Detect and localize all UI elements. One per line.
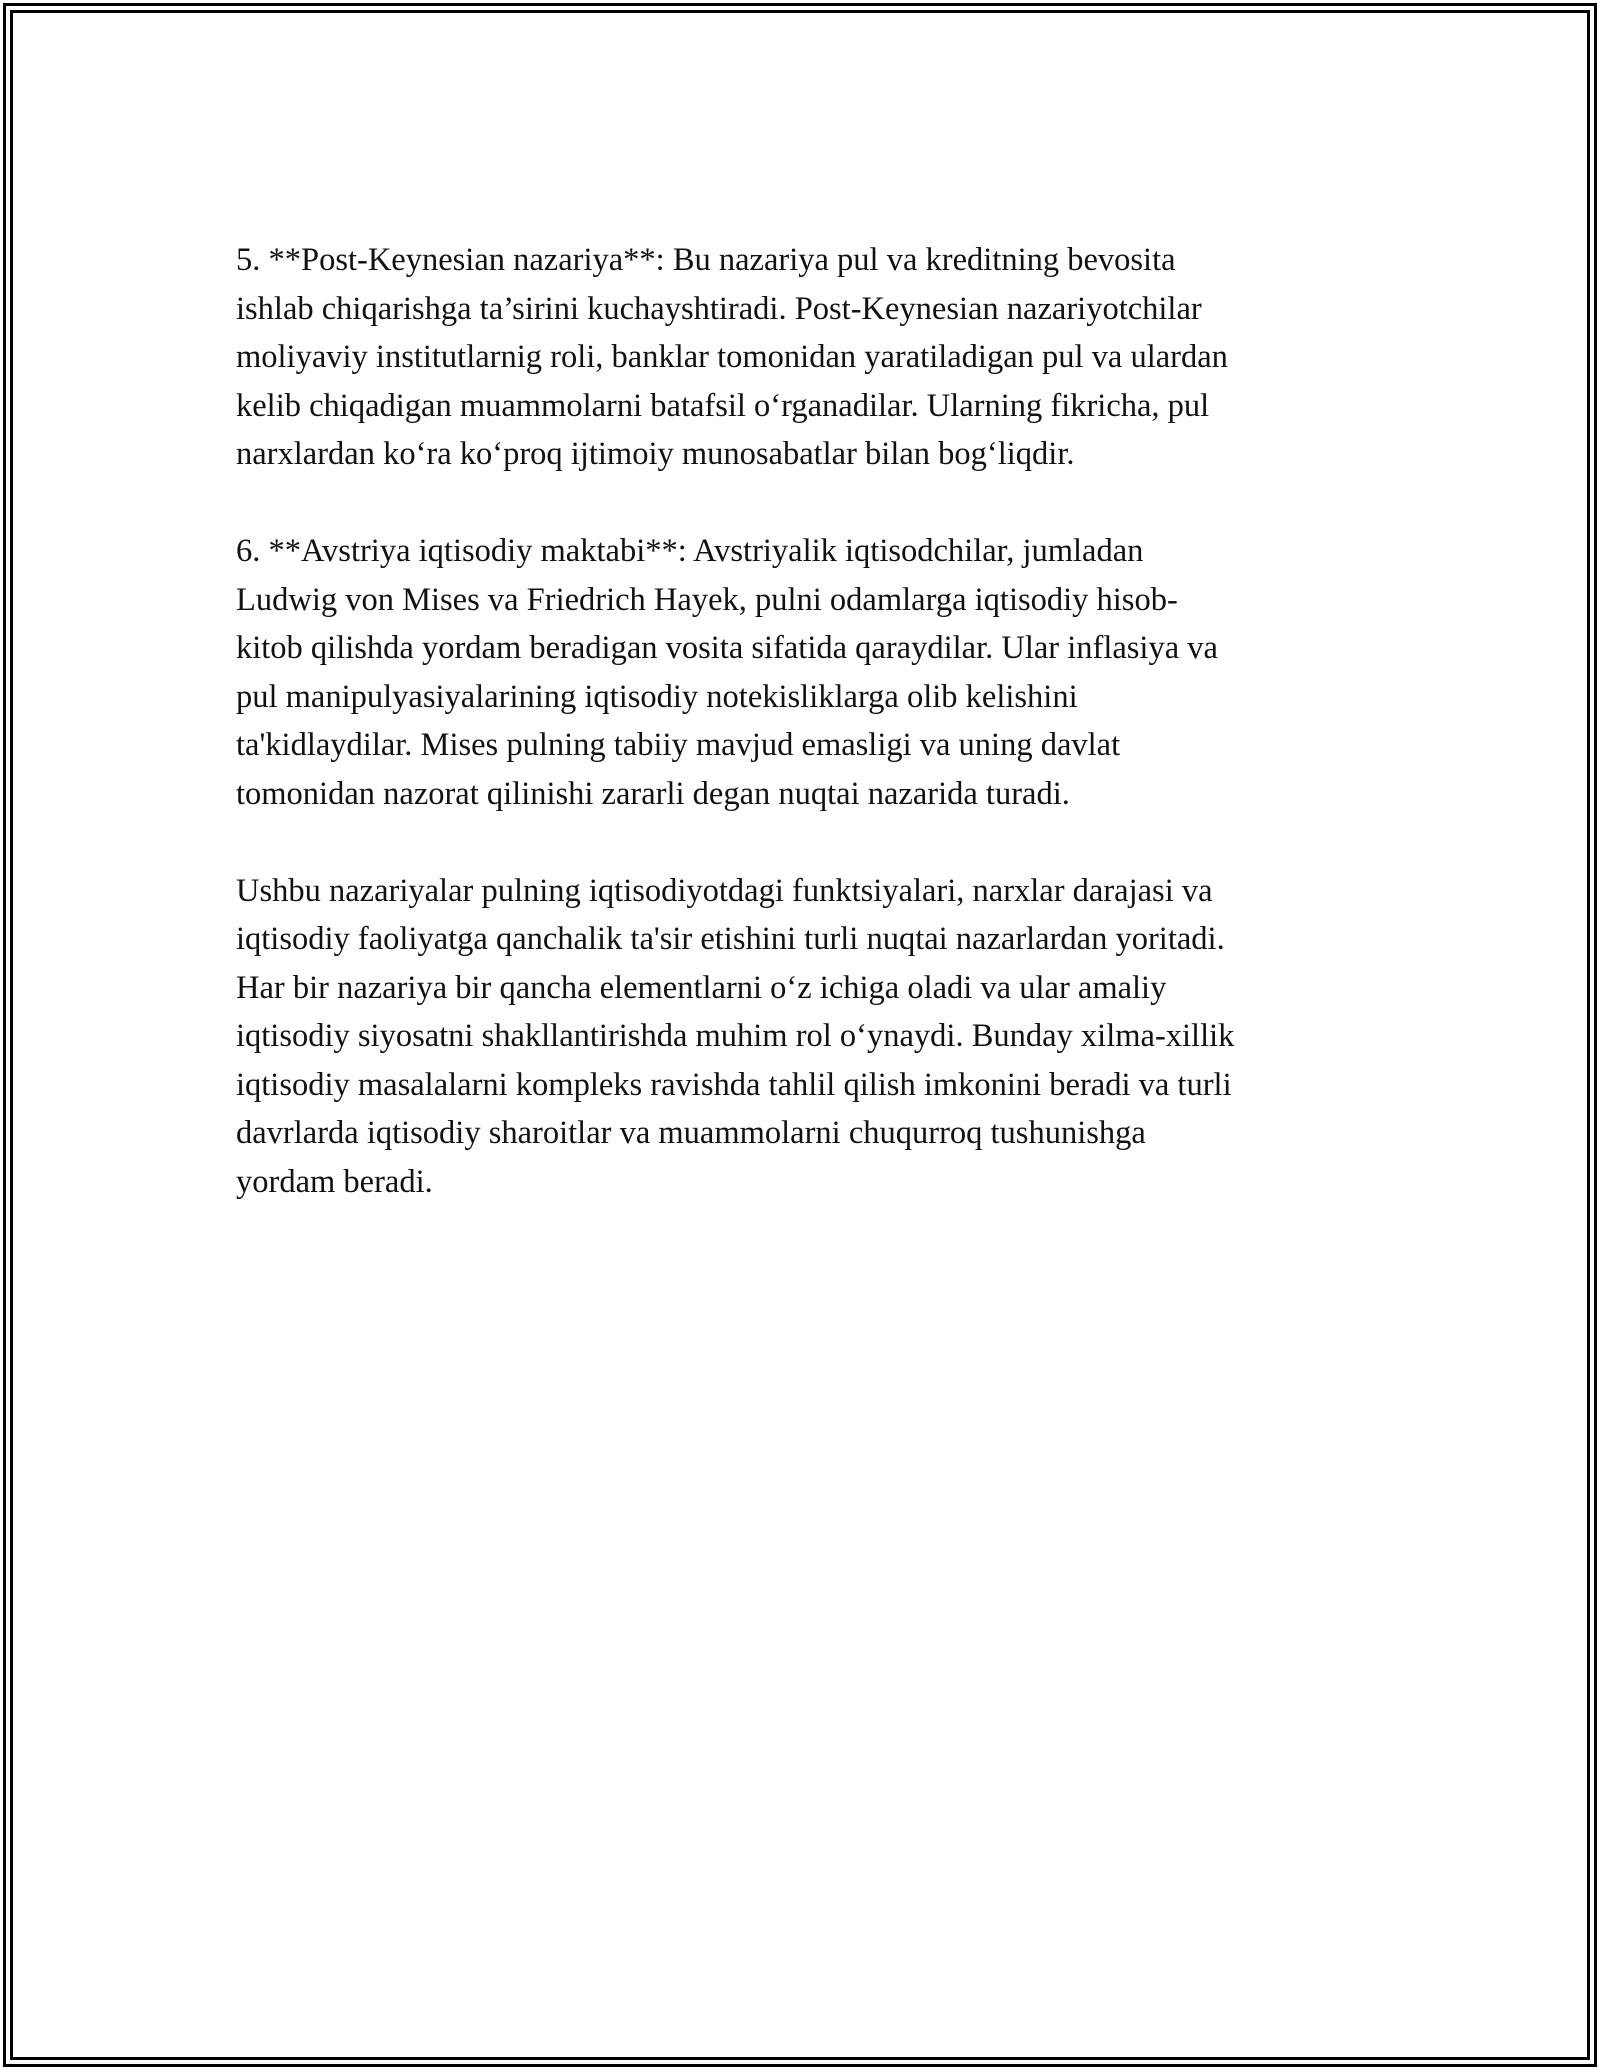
text-line: Har bir nazariya bir qancha elementlarni o‘z ichiga oladi va ular amaliy [236, 969, 1167, 1006]
text-line: iqtisodiy siyosatni shakllantirishda muhim rol o‘ynaydi. Bunday xilma-xillik [236, 1018, 1235, 1054]
text-line: ta'kidlaydilar. Mises pulning tabiiy mavjud emasligi va uning davlat [236, 727, 1121, 763]
text-line: Ushbu nazariyalar pulning iqtisodiyotdagi funktsiyalari, narxlar darajasi va [236, 872, 1213, 909]
text-line: moliyaviy institutlarnig roli, banklar tomonidan yaratiladigan pul va ulardan [236, 339, 1228, 375]
paragraph-conclusion [236, 867, 1386, 1207]
text-line: kitob qilishda yordam beradigan vosita sifatida qaraydilar. Ular inflasiya va [236, 630, 1218, 666]
paragraph-austrian-school [236, 527, 1386, 818]
text-line: yordam beradi. [236, 1163, 433, 1200]
text-line: 6. **Avstriya iqtisodiy maktabi**: Avstriyalik iqtisodchilar, jumladan [236, 533, 1144, 569]
text-line: pul manipulyasiyalarining iqtisodiy notekisliklarga olib kelishini [236, 678, 1078, 715]
text-line: kelib chiqadigan muammolarni batafsil o‘rganadilar. Ularning fikricha, pul [236, 387, 1210, 424]
document-body [236, 236, 1386, 1255]
text-line: davrlarda iqtisodiy sharoitlar va muammolarni chuqurroq tushunishga [236, 1115, 1146, 1151]
text-line: 5. **Post-Keynesian nazariya**: Bu nazariya pul va kreditning bevosita [236, 242, 1176, 278]
text-line: iqtisodiy masalalarni kompleks ravishda tahlil qilish imkonini beradi va turli [236, 1066, 1232, 1103]
text-line: Ludwig von Mises va Friedrich Hayek, pulni odamlarga iqtisodiy hisob- [236, 581, 1178, 618]
text-line: ishlab chiqarishga ta’sirini kuchayshtiradi. Post-Keynesian nazariyotchilar [236, 290, 1202, 327]
text-line: iqtisodiy faoliyatga qanchalik ta'sir etishini turli nuqtai nazarlardan yoritadi. [236, 921, 1225, 957]
text-line: narxlardan ko‘ra ko‘proq ijtimoiy munosabatlar bilan bog‘liqdir. [236, 436, 1075, 472]
paragraph-post-keynesian [236, 236, 1386, 479]
text-line: tomonidan nazorat qilinishi zararli degan nuqtai nazarida turadi. [236, 775, 1070, 812]
